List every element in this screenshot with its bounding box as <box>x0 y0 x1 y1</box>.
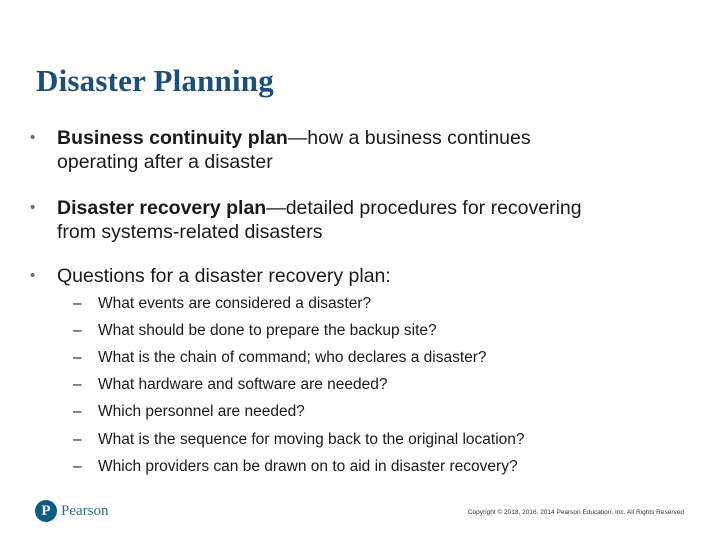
pearson-wordmark: Pearson <box>61 502 109 519</box>
dash-glyph: – <box>73 376 82 393</box>
dash-glyph: – <box>73 403 82 420</box>
sub-bullet-item <box>73 321 437 341</box>
dash-glyph: – <box>73 322 82 339</box>
sub-bullet-item <box>73 348 487 368</box>
sub-bullet-item <box>73 375 388 395</box>
sub-bullet-item <box>73 294 371 314</box>
dash-glyph: – <box>73 349 82 366</box>
sub-bullet-item <box>73 457 518 477</box>
bullet-definition-cont: operating after a disaster <box>57 151 273 173</box>
sub-bullet-text: What events are considered a disaster? <box>98 295 372 312</box>
bullet-definition: —how a business continues <box>287 127 531 149</box>
bullet-glyph: • <box>30 267 36 284</box>
bullet-glyph: • <box>30 129 36 146</box>
sub-bullet-text: What is the chain of command; who declares a disaster? <box>98 349 487 366</box>
bullet-glyph: • <box>30 199 36 216</box>
dash-glyph: – <box>73 295 82 312</box>
sub-bullet-item <box>73 430 525 450</box>
bullet-definition-cont: from systems-related disasters <box>57 221 323 243</box>
dash-glyph: – <box>73 431 82 448</box>
bullet-definition: —detailed procedures for recovering <box>266 197 582 219</box>
bullet-text: Questions for a disaster recovery plan: <box>57 265 391 287</box>
sub-bullet-text: Which providers can be drawn on to aid in disaster recovery? <box>98 458 518 475</box>
sub-bullet-text: What should be done to prepare the backup site? <box>98 322 437 339</box>
bullet-term: Disaster recovery plan <box>57 197 267 219</box>
dash-glyph: – <box>73 458 82 475</box>
slide-title: Disaster Planning <box>36 63 274 98</box>
bullet-term: Business continuity plan <box>57 127 288 149</box>
sub-bullet-text: What is the sequence for moving back to the original location? <box>98 431 525 448</box>
pearson-p-icon: P <box>35 500 57 522</box>
pearson-logo <box>35 500 109 522</box>
sub-bullet-item <box>73 402 305 422</box>
copyright-notice: Copyright © 2018, 2016, 2014 Pearson Education, Inc. All Rights Reserved <box>467 509 684 516</box>
sub-bullet-text: Which personnel are needed? <box>98 403 305 420</box>
bullet-item <box>30 196 582 244</box>
bullet-item <box>30 126 531 174</box>
bullet-item <box>30 264 391 288</box>
sub-bullet-text: What hardware and software are needed? <box>98 376 388 393</box>
